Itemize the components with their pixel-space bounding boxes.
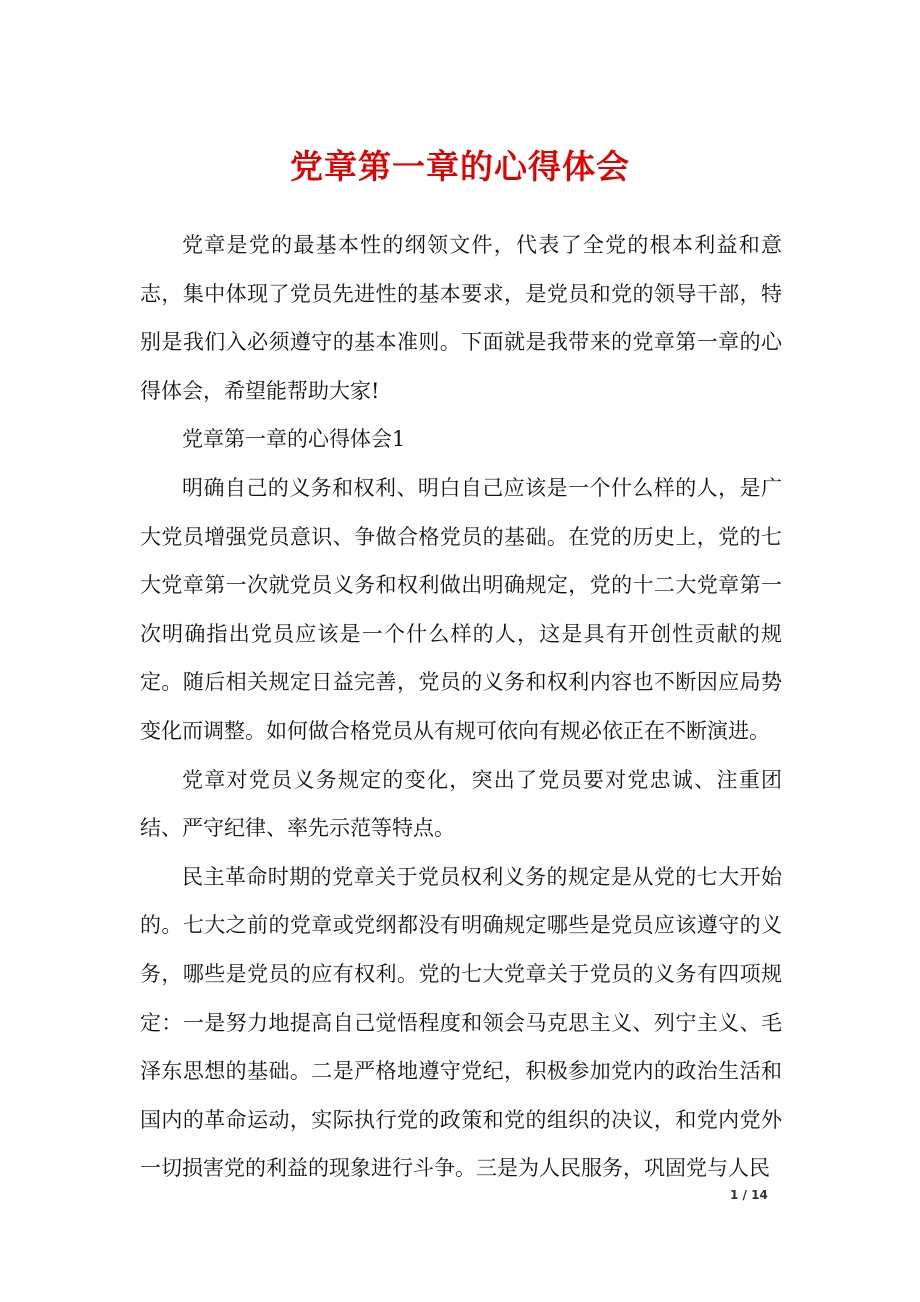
paragraph-3: 民主革命时期的党章关于党员权利义务的规定是从党的七大开始的。七大之前的党章或党纲都没有明确规定哪些是党员应该遵守的义务，哪些是党员的应有权利。党的七大党章关于党员的义务有四项规定：一是努力地提高自己觉悟程度和领会马克思主义、列宁主义、毛泽东思想的基础。二是严格地遵守党纪，积极参加党内的政治生活和国内的革命运动，实际执行党的政策和党的组织的决议，和党内党外一切损害党的利益的现象进行斗争。三是为人民服务，巩固党与人民 <box>140 864 782 1181</box>
section-heading: 党章第一章的心得体会1 <box>182 427 406 452</box>
document-title: 党章第一章的心得体会 <box>290 147 630 186</box>
page-number: 1 / 14 <box>730 1188 768 1202</box>
paragraph-intro: 党章是党的最基本性的纲领文件，代表了全党的根本利益和意志，集中体现了党员先进性的基本要求，是党员和党的领导干部，特别是我们入必须遵守的基本准则。下面就是我带来的党章第一章的心得体会，希望能帮助大家! <box>140 233 782 403</box>
document-body <box>140 221 782 1193</box>
paragraph-2: 党章对党员义务规定的变化，突出了党员要对党忠诚、注重团结、严守纪律、率先示范等特点。 <box>140 767 782 841</box>
paragraph-1: 明确自己的义务和权利、明白自己应该是一个什么样的人，是广大党员增强党员意识、争做合格党员的基础。在党的历史上，党的七大党章第一次就党员义务和权利做出明确规定，党的十二大党章第一次明确指出党员应该是一个什么样的人，这是具有开创性贡献的规定。随后相关规定日益完善，党员的义务和权利内容也不断因应局势变化而调整。如何做合格党员从有规可依向有规必依正在不断演进。 <box>140 475 782 743</box>
